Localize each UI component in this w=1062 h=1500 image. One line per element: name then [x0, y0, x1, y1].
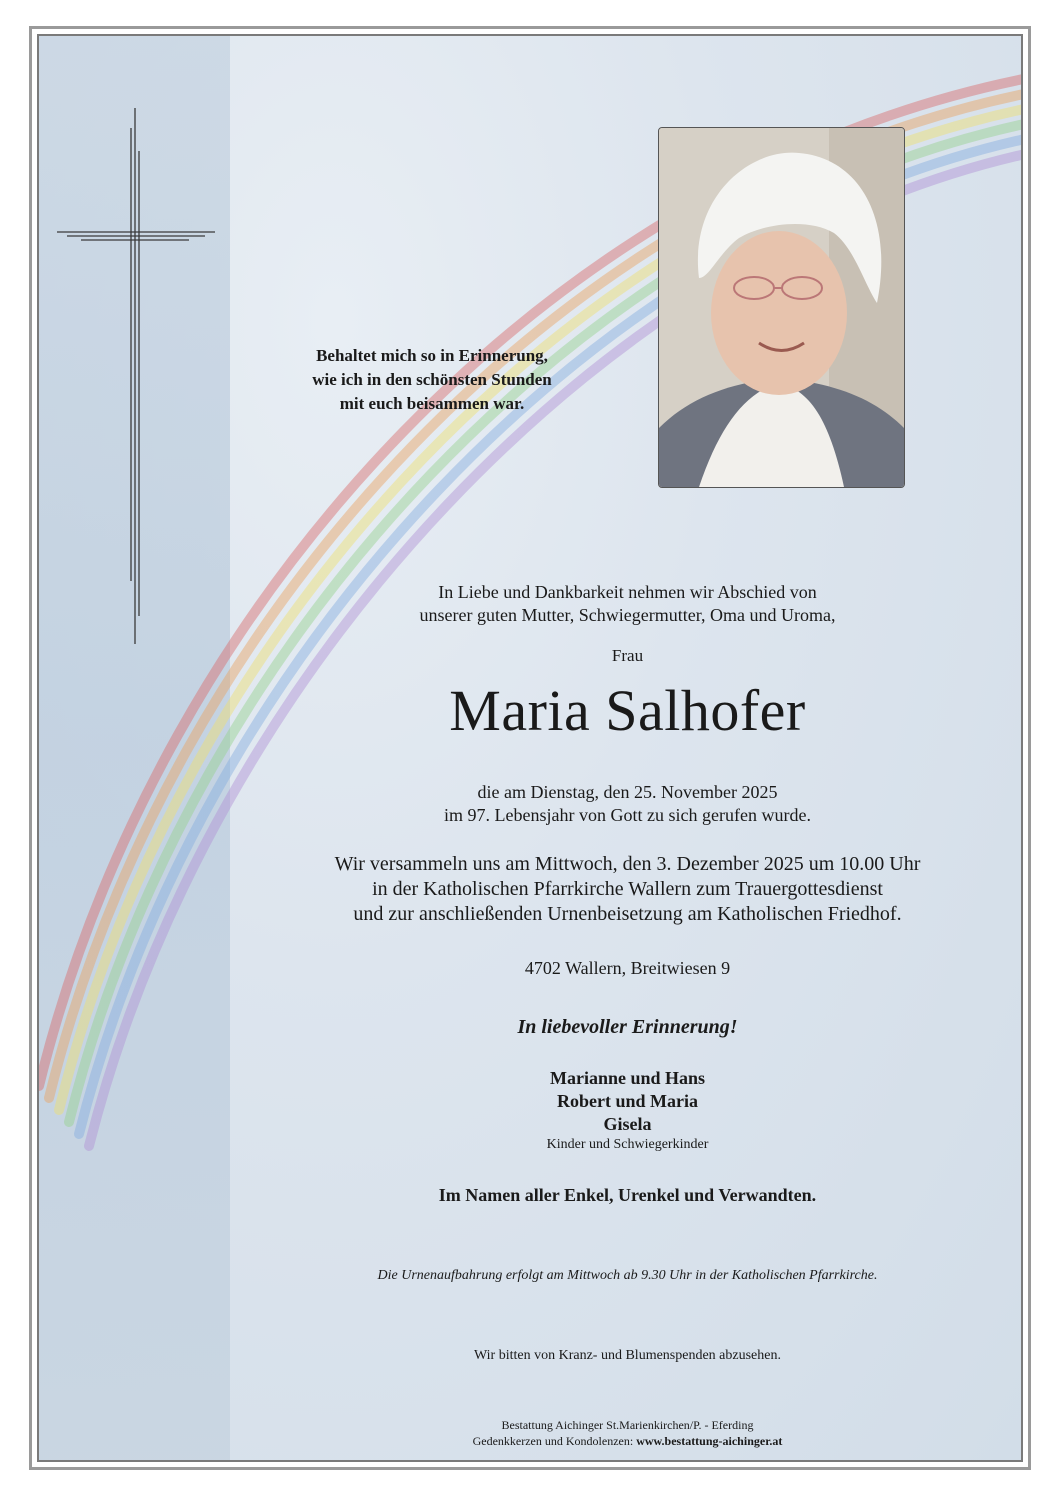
intro-line: unserer guten Mutter, Schwiegermutter, Oma und Uroma,	[419, 605, 836, 625]
mourner: Gisela	[603, 1114, 652, 1134]
mourner: Marianne und Hans	[549, 1068, 706, 1088]
intro-line: In Liebe und Dankbarkeit nehmen wir Abschied von	[438, 582, 817, 602]
intro-text	[230, 581, 1023, 627]
death-line: im 97. Lebensjahr von Gott zu sich gerufen wurde.	[444, 805, 811, 825]
mourner: Robert und Maria	[557, 1091, 698, 1111]
address: 4702 Wallern, Breitwiesen 9	[524, 958, 731, 978]
remembrance-line: In liebevoller Erinnerung!	[517, 1016, 738, 1038]
memorial-quote	[259, 344, 605, 416]
salutation: Frau	[611, 646, 644, 665]
quote-line: Behaltet mich so in Erinnerung,	[316, 346, 548, 365]
portrait-photo	[658, 127, 905, 488]
quote-line: wie ich in den schönsten Stunden	[312, 370, 552, 389]
website-link[interactable]: www.bestattung-aichinger.at	[636, 1434, 783, 1448]
portrait-illustration	[659, 128, 904, 487]
mourners-relation: Kinder und Schwiegerkinder	[546, 1137, 709, 1152]
ceremony-line: Wir versammeln uns am Mittwoch, den 3. Dezember 2025 um 10.00 Uhr	[334, 853, 921, 875]
deceased-name: Maria Salhofer	[449, 678, 806, 743]
family-line: Im Namen aller Enkel, Urenkel und Verwandten.	[438, 1185, 817, 1205]
flowers-note: Wir bitten von Kranz- und Blumenspenden abzusehen.	[474, 1348, 781, 1363]
death-notice	[230, 781, 1023, 827]
obituary-card	[37, 34, 1023, 1462]
urn-note: Die Urnenaufbahrung erfolgt am Mittwoch ab 9.30 Uhr in der Katholischen Pfarrkirche.	[377, 1268, 878, 1283]
ceremony-info	[230, 852, 1023, 927]
funeral-home: Bestattung Aichinger St.Marienkirchen/P. - Eferding	[501, 1418, 754, 1432]
condolence-prefix: Gedenkkerzen und Kondolenzen:	[472, 1434, 637, 1448]
ceremony-line: und zur anschließenden Urnenbeisetzung am Katholischen Friedhof.	[353, 903, 902, 925]
quote-line: mit euch beisammen war.	[339, 394, 525, 413]
condolence-line	[230, 1433, 1023, 1449]
cross-icon	[39, 36, 230, 676]
death-line: die am Dienstag, den 25. November 2025	[477, 782, 778, 802]
footer	[230, 1417, 1023, 1449]
mourners-list	[230, 1067, 1023, 1136]
ceremony-line: in der Katholischen Pfarrkirche Wallern zum Trauergottesdienst	[372, 878, 883, 900]
